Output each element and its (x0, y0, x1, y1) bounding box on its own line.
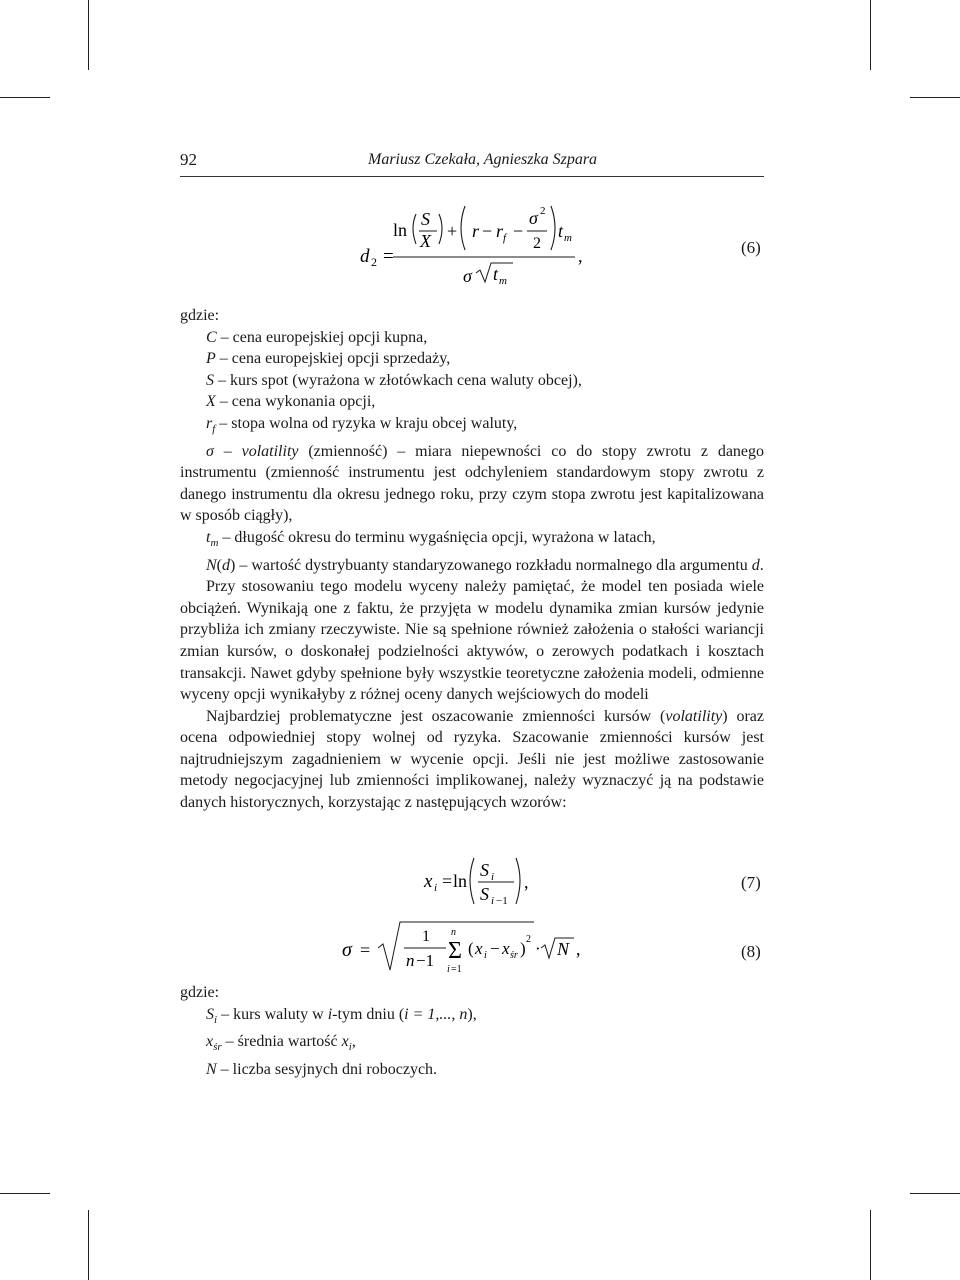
crop-mark (910, 97, 960, 98)
crop-mark (0, 97, 50, 98)
svg-text:1: 1 (422, 928, 430, 945)
svg-text:i: i (447, 964, 450, 975)
svg-text:2: 2 (533, 235, 541, 252)
svg-text:−: − (490, 939, 500, 958)
svg-text:=: = (442, 871, 453, 891)
svg-text:m: m (499, 275, 507, 287)
svg-text:−: − (482, 221, 493, 241)
legend-item: C – cena europejskiej opcji kupna, (206, 328, 428, 346)
legend-item-tm: $t_m$ – długość okresu do terminu wygaśnięcia opcji, wyrażona w latach, (206, 528, 656, 549)
svg-text:S: S (421, 209, 430, 229)
svg-text:2: 2 (526, 934, 531, 945)
svg-text:σ: σ (529, 208, 538, 228)
legend-intro: gdzie: (180, 307, 220, 324)
svg-text:r: r (496, 221, 504, 241)
svg-text:N: N (557, 939, 570, 959)
equation-8 (338, 918, 598, 978)
legend-item: S – kurs spot (wyrażona w złotówkach cena waluty obcej), (206, 371, 582, 389)
legend-item: P – cena europejskiej opcji sprzedaży, (206, 350, 451, 368)
svg-text:+: + (447, 221, 458, 241)
running-header (180, 150, 764, 172)
equation-number: (7) (741, 873, 761, 892)
svg-text:n: n (406, 951, 415, 970)
crop-mark (88, 0, 89, 70)
svg-text:−1: −1 (416, 951, 435, 970)
svg-text:i: i (491, 871, 495, 883)
svg-text:i: i (484, 950, 487, 961)
svg-text:t: t (558, 221, 564, 241)
svg-text:=1: =1 (451, 964, 462, 975)
svg-text:i: i (434, 882, 438, 894)
svg-text:t: t (493, 264, 499, 284)
svg-text:−1: −1 (496, 895, 508, 907)
svg-text:r: r (472, 221, 480, 241)
equation-7 (420, 852, 540, 912)
svg-text:n: n (451, 927, 456, 938)
legend2-intro: gdzie: (180, 984, 220, 1001)
svg-text:m: m (564, 232, 572, 244)
svg-text:ln: ln (453, 871, 468, 891)
svg-text:ln: ln (393, 220, 408, 240)
svg-text:śr: śr (510, 950, 518, 961)
legend-item-sigma: σ – volatility (zmienność) – miara niepewności co do stopy zwrotu z danego instrumentu (zmienność instrumentu jest odchyleniem standardowym stopy zwrotu z danego instrumentu dla okresu jednego roku, przy czym stopa zwrotu jest kapitalizowana w sposób ciągły), (180, 442, 765, 525)
svg-text:σ: σ (342, 939, 352, 961)
svg-text:S: S (480, 884, 489, 904)
crop-mark (0, 1193, 50, 1194)
svg-text:,: , (576, 939, 581, 959)
legend-block-2 (180, 982, 764, 1080)
equation-number: (8) (741, 942, 761, 961)
svg-text:x: x (475, 939, 483, 958)
legend-item: X – cena wykonania opcji, (206, 393, 376, 411)
svg-text:=: = (360, 940, 371, 960)
equation-6 (355, 200, 595, 290)
crop-mark (870, 0, 871, 70)
crop-mark (870, 1210, 871, 1280)
svg-text:f: f (503, 232, 507, 244)
svg-text:,: , (524, 872, 529, 892)
eq6-lhs-sub: 2 (371, 255, 377, 269)
svg-text:(: ( (468, 939, 474, 958)
eq6-lhs: d (360, 246, 370, 267)
header-rule (180, 176, 764, 177)
legend2-item-si: $S_i$ – kurs waluty w i-tym dniu (i = 1,..., n), (206, 1005, 477, 1026)
legend-item: $r_f$ – stopa wolna od ryzyka w kraju obcej waluty, (206, 414, 518, 435)
legend-item-nd: N(d) – wartość dystrybuanty standaryzowanego rozkładu normalnego dla argumentu d. (206, 556, 764, 574)
svg-text:x: x (502, 939, 510, 958)
svg-text:=: = (383, 246, 394, 267)
svg-text:Σ: Σ (448, 938, 462, 964)
svg-text:σ: σ (463, 266, 472, 286)
legend2-item-xsr: $x_{śr}$ – średnia wartość $x_i$, (206, 1033, 356, 1054)
svg-text:−: − (513, 221, 524, 241)
svg-text:2: 2 (540, 205, 546, 217)
svg-text:,: , (578, 246, 583, 266)
page-number: 92 (180, 150, 197, 169)
running-authors: Mariusz Czekała, Agnieszka Szpara (368, 151, 598, 168)
svg-text:i: i (491, 895, 495, 907)
paragraph-1: Przy stosowaniu tego modelu wyceny należy pamiętać, że model ten posiada wiele obciążeń. Wynikają one z faktu, że przyjęta w modelu dynamika zmian kursów jedynie przybliża ich zmiany rzeczywiste. Nie są spełnione również założenia o stałości wariancji zmian kursów, o doskonałej podzielności aktywów, o zerowych podatkach i kosztach transakcji. Nawet gdyby spełnione były wszystkie teoretyczne założenia modeli, odmienne wyceny opcji wynikałyby z różnej oceny danych wejściowych do modeli (180, 578, 764, 704)
svg-text:·: · (535, 939, 541, 958)
legend-block (180, 305, 764, 814)
crop-mark (88, 1210, 89, 1280)
legend2-item-n: N – liczba sesyjnych dni roboczych. (206, 1060, 438, 1078)
equation-number: (6) (741, 238, 761, 257)
svg-text:X: X (420, 231, 431, 251)
svg-text:S: S (480, 860, 489, 880)
paragraph-2: Najbardziej problematyczne jest oszacowanie zmienności kursów (volatility) oraz ocena odpowiedniej stopy wolnej od ryzyka. Szacowanie zmienności kursów jest najtrudniejszym zagadnieniem w wycenie opcji. Jeśli nie jest możliwe zastosowanie metody negocjacyjnej lub zmienności implikowanej, należy wyznaczyć ją na podstawie danych historycznych, korzystając z następujących wzorów: (180, 707, 764, 812)
svg-text:x: x (424, 871, 433, 892)
svg-text:): ) (520, 939, 526, 958)
crop-mark (910, 1193, 960, 1194)
